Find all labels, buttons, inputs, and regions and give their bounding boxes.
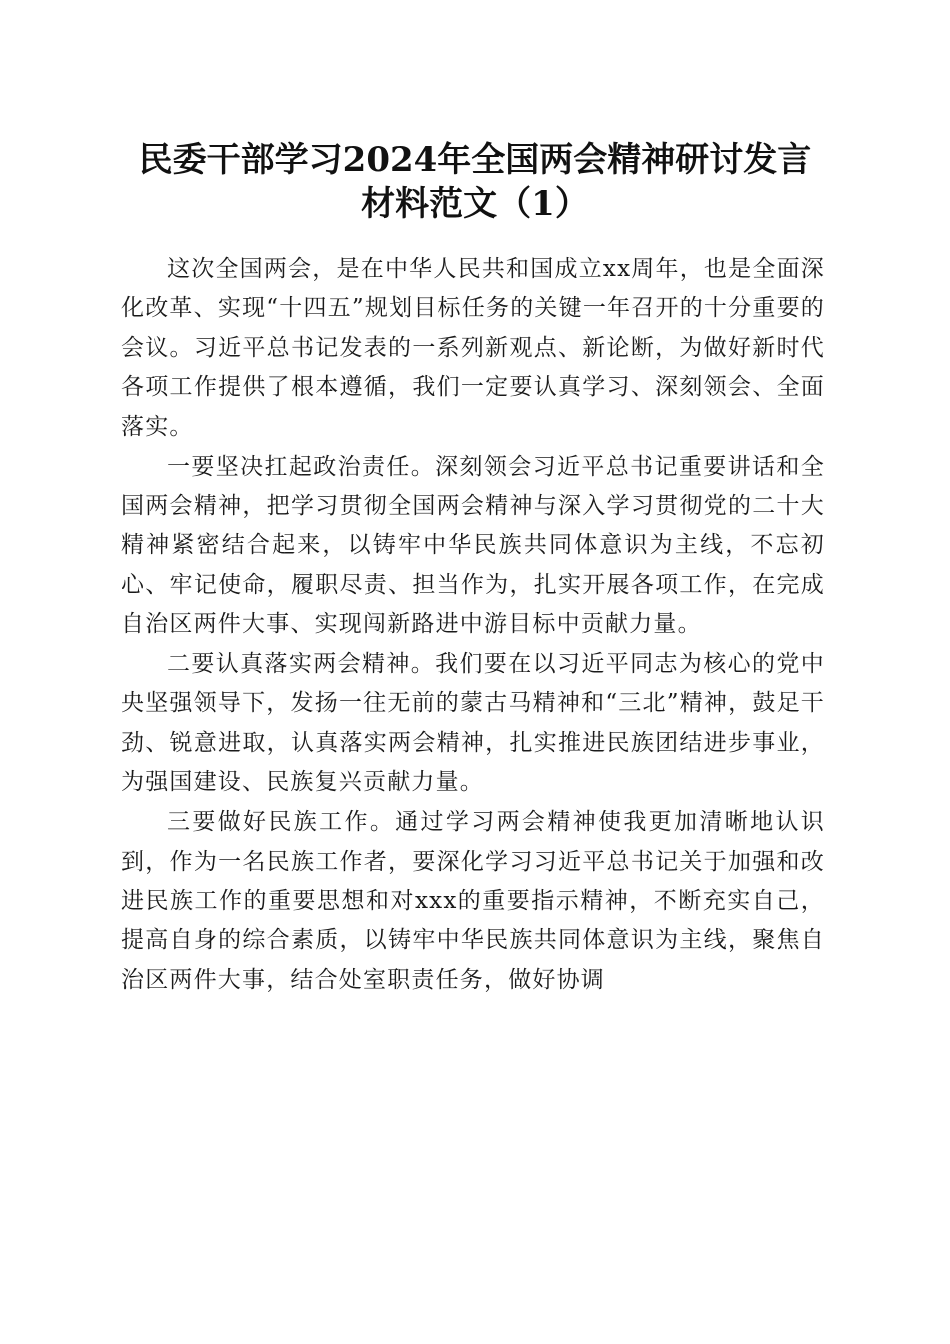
document-title [100, 138, 850, 226]
document-body [121, 250, 825, 1001]
paragraph-point-2: 二要认真落实两会精神。我们要在以习近平同志为核心的党中央坚强领导下，发扬一往无前的蒙古马精神和“三北”精神，鼓足干劲、锐意进取，认真落实两会精神，扎实推进民族团结进步事业，为强国建设、民族复兴贡献力量。 [121, 651, 825, 796]
paragraph-intro: 这次全国两会，是在中华人民共和国成立xx周年，也是全面深化改革、实现“十四五”规划目标任务的关键一年召开的十分重要的会议。习近平总书记发表的一系列新观点、新论断，为做好新时代各项工作提供了根本遵循，我们一定要认真学习、深刻领会、全面落实。 [121, 256, 825, 440]
paragraph-point-1: 一要坚决扛起政治责任。深刻领会习近平总书记重要讲话和全国两会精神，把学习贯彻全国两会精神与深入学习贯彻党的二十大精神紧密结合起来，以铸牢中华民族共同体意识为主线，不忘初心、牢记使命，履职尽责、担当作为，扎实开展各项工作，在完成自治区两件大事、实现闯新路进中游目标中贡献力量。 [121, 453, 825, 638]
title-line-2: 材料范文（1） [361, 184, 589, 224]
title-line-1: 民委干部学习2024年全国两会精神研讨发言 [138, 140, 812, 180]
paragraph-point-3: 三要做好民族工作。通过学习两会精神使我更加清晰地认识到，作为一名民族工作者，要深化学习习近平总书记关于加强和改进民族工作的重要思想和对xxx的重要指示精神，不断充实自己，提高自身的综合素质，以铸牢中华民族共同体意识为主线，聚焦自治区两件大事，结合处室职责任务，做好协调 [121, 809, 825, 993]
